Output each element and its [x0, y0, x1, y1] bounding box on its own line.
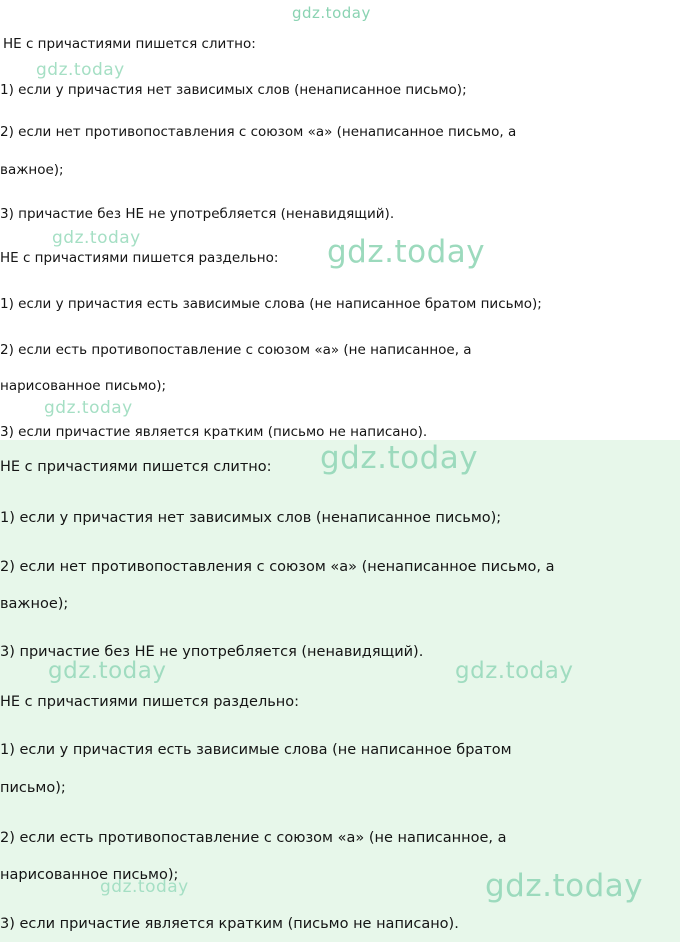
paragraph-line: 2) если есть противопоставление с союзом «а» (не написанное, а — [0, 830, 507, 846]
paragraph-line: нарисованное письмо); — [0, 378, 167, 394]
paragraph-line: 3) причастие без НЕ не употребляется (ненавидящий). — [0, 206, 395, 222]
paragraph-line: 3) если причастие является кратким (письмо не написано). — [0, 916, 459, 932]
watermark-logo: gdz.today — [52, 228, 141, 248]
watermark-logo: gdz.today — [36, 60, 125, 80]
watermark-logo: gdz.today — [48, 658, 167, 684]
paragraph-line: 2) если нет противопоставления с союзом «а» (ненаписанное письмо, а — [0, 559, 555, 575]
paragraph-line: НЕ с причастиями пишется слитно: — [3, 36, 256, 52]
paragraph-line: 2) если есть противопоставление с союзом «а» (не написанное, а — [0, 342, 472, 358]
watermark-logo: gdz.today — [292, 4, 371, 22]
paragraph-line: НЕ с причастиями пишется раздельно: — [0, 250, 279, 266]
watermark-logo: gdz.today — [455, 658, 574, 684]
paragraph-line: 2) если нет противопоставления с союзом «а» (ненаписанное письмо, а — [0, 124, 517, 140]
watermark-logo: gdz.today — [44, 398, 133, 418]
paragraph-line: 1) если у причастия есть зависимые слова (не написанное братом — [0, 742, 512, 758]
paragraph-line: письмо); — [0, 780, 66, 796]
paragraph-line: важное); — [0, 162, 64, 178]
paragraph-line: 1) если у причастия нет зависимых слов (ненаписанное письмо); — [0, 82, 467, 98]
watermark-logo: gdz.today — [485, 868, 644, 904]
paragraph-line: 1) если у причастия есть зависимые слова (не написанное братом письмо); — [0, 296, 542, 312]
watermark-logo: gdz.today — [327, 234, 486, 270]
paragraph-line: нарисованное письмо); — [0, 867, 179, 883]
paragraph-line: 1) если у причастия нет зависимых слов (ненаписанное письмо); — [0, 510, 502, 526]
paragraph-line: НЕ с причастиями пишется слитно: — [0, 459, 272, 475]
watermark-logo: gdz.today — [100, 877, 189, 897]
paragraph-line: 3) причастие без НЕ не употребляется (ненавидящий). — [0, 644, 424, 660]
paragraph-line: важное); — [0, 596, 69, 612]
paragraph-line: НЕ с причастиями пишется раздельно: — [0, 694, 299, 710]
watermark-logo: gdz.today — [320, 440, 479, 476]
paragraph-line: 3) если причастие является кратким (письмо не написано). — [0, 424, 428, 440]
